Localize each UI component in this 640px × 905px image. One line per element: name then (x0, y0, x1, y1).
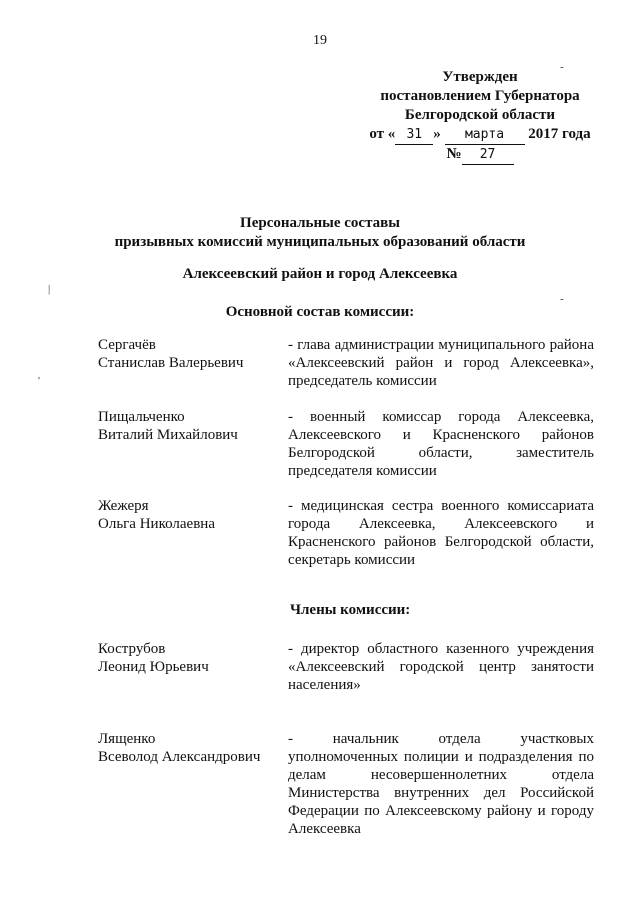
approval-date (340, 125, 620, 145)
approval-line-2: постановлением Губернатора (380, 88, 580, 104)
member-given-name: Леонид Юрьевич (98, 659, 209, 675)
member-role: - военный комиссар города Алексеевка, Алексеевского и Красненского районов Белгородской области, заместитель председателя комиссии (288, 409, 594, 479)
member-name (98, 336, 288, 372)
page-number: 19 (313, 33, 327, 48)
approval-number (340, 145, 620, 165)
number-prefix: № (446, 146, 462, 162)
member-role: - начальник отдела участковых уполномоченных полиции и подразделения по делам несовершеннолетних отдела Министерства внутренних дел Российской Федерации по Алексеевскому району и городу Алексеевка (288, 731, 594, 837)
date-year: 2017 года (528, 126, 591, 142)
date-prefix: от « (369, 126, 396, 142)
date-month: марта (445, 125, 525, 145)
number-value: 27 (462, 145, 514, 165)
member-given-name: Виталий Михайлович (98, 427, 238, 443)
approval-line-1: Утвержден (442, 69, 518, 85)
document-title-line-1: Персональные составы (240, 215, 400, 231)
member-given-name: Ольга Николаевна (98, 516, 215, 532)
member-surname: Лященко (98, 731, 156, 747)
member-surname: Жежеря (98, 498, 149, 514)
date-mid: » (433, 126, 441, 142)
scan-speck: - (560, 293, 564, 305)
date-day: 31 (395, 125, 433, 145)
member-surname: Кострубов (98, 641, 166, 657)
member-surname: Пищальченко (98, 409, 185, 425)
member-role: - глава администрации муниципального района «Алексеевский район и город Алексеевка», председатель комиссии (288, 337, 594, 389)
scan-speck: - (560, 61, 564, 73)
district-heading: Алексеевский район и город Алексеевка (182, 266, 458, 282)
document-title-line-2: призывных комиссий муниципальных образований области (114, 234, 526, 250)
member-given-name: Станислав Валерьевич (98, 355, 244, 371)
main-section-heading: Основной состав комиссии: (225, 304, 415, 320)
member-role: - медицинская сестра военного комиссариата города Алексеевка, Алексеевского и Красненского районов Белгородской области, секретарь комиссии (288, 498, 594, 568)
member-name (98, 640, 288, 676)
member-given-name: Всеволод Александрович (98, 749, 261, 765)
member-name (98, 730, 288, 766)
approval-block (340, 68, 620, 165)
approval-line-3: Белгородской области (404, 107, 556, 123)
member-name (98, 408, 288, 444)
scan-speck: ' (38, 375, 40, 387)
member-role: - директор областного казенного учреждения «Алексеевский городской центр занятости населения» (288, 641, 594, 693)
members-section-heading: Члены комиссии: (290, 602, 411, 618)
scan-speck: | (48, 283, 51, 295)
member-surname: Сергачёв (98, 337, 156, 353)
member-name (98, 497, 288, 533)
